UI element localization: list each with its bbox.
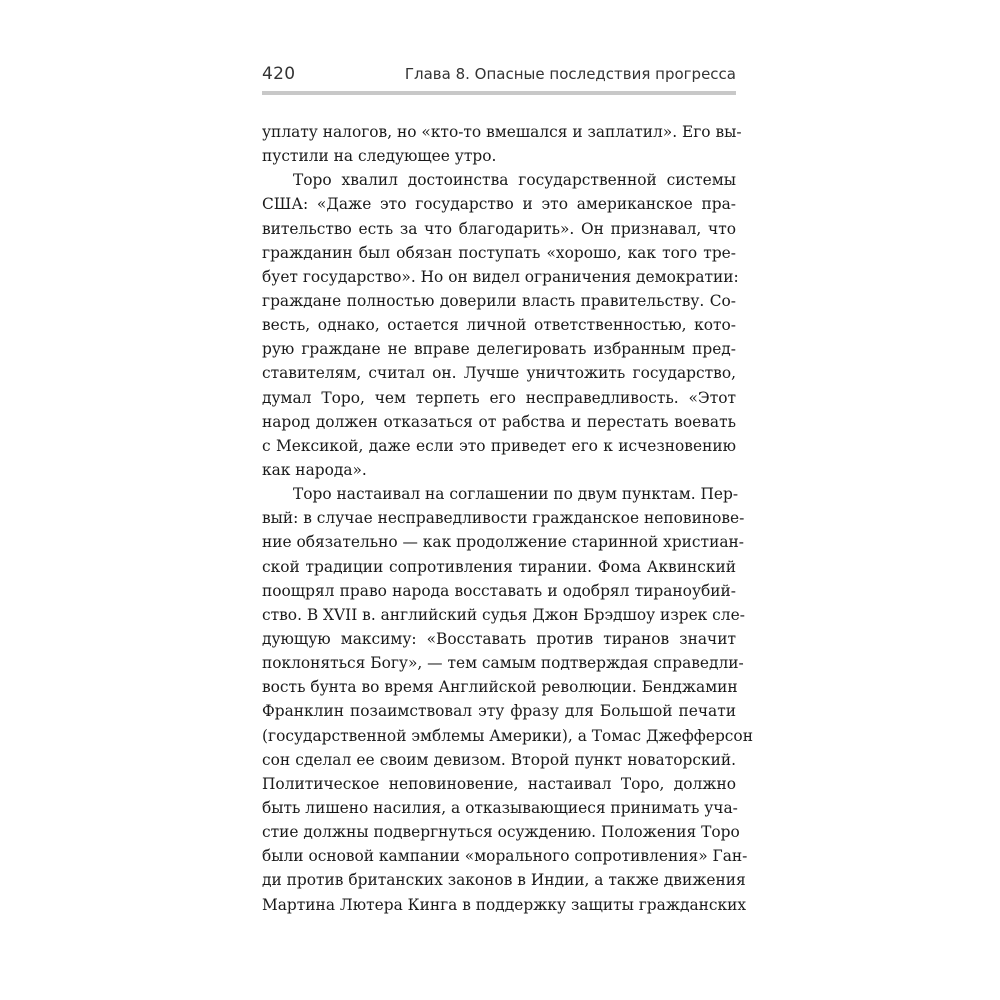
text-line: поклоняться Богу», — тем самым подтверждая справедли- bbox=[262, 654, 744, 673]
text-line: дующую максиму: «Восставать против тиранов значит bbox=[262, 629, 736, 648]
text-line: стие должны подвергнуться осуждению. Положения Торо bbox=[262, 823, 740, 842]
text-line: народ должен отказаться от рабства и перестать воевать bbox=[262, 412, 736, 431]
text-line: США: «Даже это государство и это американское пра- bbox=[262, 195, 736, 214]
text-line: были основой кампании «морального сопротивления» Ган- bbox=[262, 847, 748, 866]
text-line: как народа». bbox=[262, 460, 367, 479]
text-line: Торо настаивал на соглашении по двум пунктам. Пер- bbox=[293, 485, 739, 504]
text-line: Торо хвалил достоинства государственной системы bbox=[293, 171, 736, 190]
running-head bbox=[262, 64, 736, 88]
text-line: уплату налогов, но «кто-то вмешался и заплатил». Его вы- bbox=[262, 123, 742, 141]
text-line: думал Торо, чем терпеть его несправедливость. «Этот bbox=[262, 388, 736, 407]
text-line: ди против британских законов в Индии, а также движения bbox=[262, 871, 746, 890]
text-line: Мартина Лютера Кинга в поддержку защиты гражданских bbox=[262, 895, 747, 914]
text-line: вительство есть за что благодарить». Он признавал, что bbox=[262, 219, 736, 238]
text-line: сон сделал ее своим девизом. Второй пункт новаторский. bbox=[262, 750, 736, 769]
text-line: вый: в случае несправедливости гражданское неповинове- bbox=[262, 509, 745, 528]
text-line: Франклин позаимствовал эту фразу для Большой печати bbox=[262, 702, 736, 721]
text-line: быть лишено насилия, а отказывающиеся принимать уча- bbox=[262, 798, 738, 817]
text-line: пустили на следующее утро. bbox=[262, 147, 497, 166]
text-line: поощрял право народа восставать и одобрял тираноубий- bbox=[262, 581, 736, 600]
text-line: с Мексикой, даже если это приведет его к исчезновению bbox=[262, 436, 736, 455]
text-line: весть, однако, остается личной ответственностью, кото- bbox=[262, 316, 736, 335]
header-rule bbox=[262, 91, 736, 95]
text-line: рую граждане не вправе делегировать избранным пред- bbox=[262, 340, 736, 359]
text-line: граждане полностью доверили власть правительству. Со- bbox=[262, 291, 736, 310]
body-text bbox=[262, 120, 753, 917]
text-line: ставителям, считал он. Лучше уничтожить государство, bbox=[262, 364, 736, 383]
text-line: ской традиции сопротивления тирании. Фома Аквинский bbox=[262, 557, 736, 576]
text-line: ние обязательно — как продолжение старинной христиан- bbox=[262, 533, 744, 552]
text-line: ство. В XVII в. английский судья Джон Брэдшоу изрек сле- bbox=[262, 605, 745, 624]
text-line: вость бунта во время Английской революции. Бенджамин bbox=[262, 678, 738, 697]
page-number: 420 bbox=[262, 64, 296, 84]
text-line: бует государство». Но он видел ограничения демократии: bbox=[262, 267, 739, 286]
text-line: Политическое неповиновение, настаивал Торо, должно bbox=[262, 774, 736, 793]
text-line: гражданин был обязан поступать «хорошо, как того тре- bbox=[262, 243, 736, 262]
text-line: (государственной эмблемы Америки), а Томас Джефферсон bbox=[262, 726, 753, 745]
chapter-title: Глава 8. Опасные последствия прогресса bbox=[404, 65, 736, 83]
